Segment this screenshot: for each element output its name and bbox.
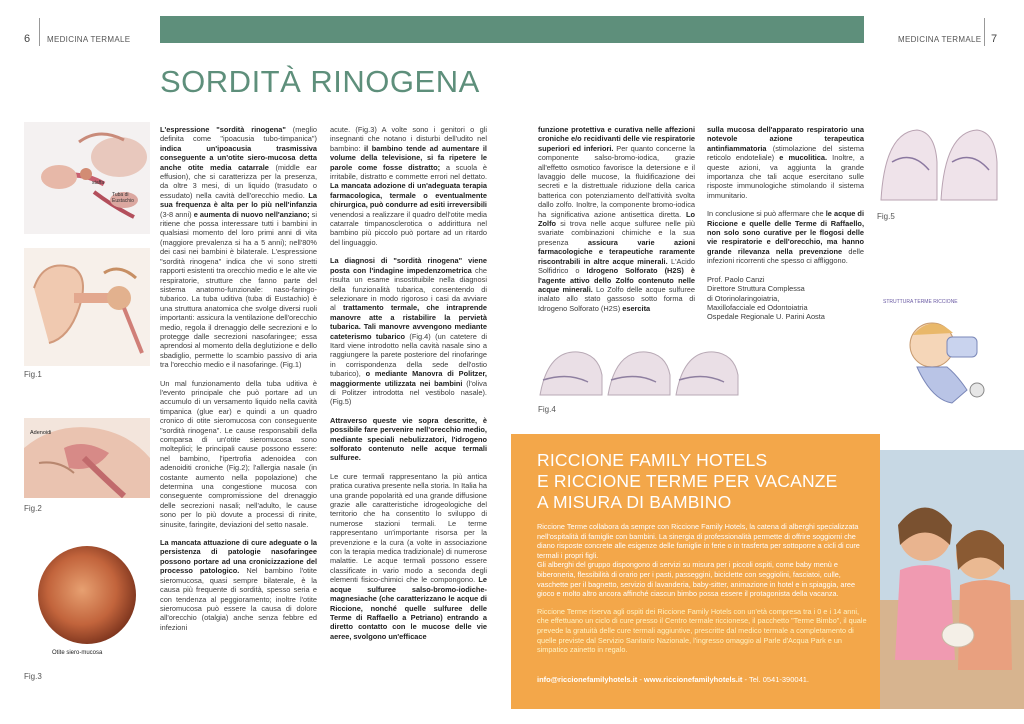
col1-p3-text: Nel bambino l'otite sieromucosa, quasi sempre bilaterale, è la causa più frequente di sordità, spesso seria e con tendenza al peggioramento; inoltre l'otite sieromucosa può essere la causa di dolore all'orecchio (otalgia) anche senza febbre ed infezioni <box>160 566 317 632</box>
promo-title-line-3: A MISURA DI BAMBINO <box>537 492 732 512</box>
figure-2-adenoids <box>24 418 150 498</box>
left-section-label: MEDICINA TERMALE <box>47 35 131 44</box>
figure-3-otoscopy <box>24 540 150 666</box>
col1-paragraph-3 <box>160 538 317 632</box>
col2-paragraph-3 <box>330 416 487 463</box>
col3-p1-text-d: Lo Zolfo delle acque sulfuree inalato allo stato gassoso sotto forma di Idrogeno Solforato (H2S) <box>538 284 695 313</box>
col1-p1-bold2: indica un'ipoacusia trasmissiva conseguente a un'otite siero-mucosa detta anche otite media catarrale <box>160 143 317 172</box>
text-column-2 <box>330 125 487 710</box>
figure-2-caption: Fig.2 <box>24 504 42 513</box>
promo-contact-line <box>537 675 877 684</box>
text-column-4 <box>707 125 864 335</box>
col3-p1-bold4: Idrogeno Solforato (H2S) è l'agente attivo dello Zolfo contenuto nelle acque minerali. <box>538 266 695 294</box>
promo-contact-separator: - <box>637 675 644 684</box>
header-divider-left <box>39 18 40 46</box>
label-struttura-terme: STRUTTURA TERME RICCIONE <box>883 299 958 305</box>
header-divider-right <box>984 18 985 46</box>
author-department-2: Maxillofacciale ed Odontoiatria <box>707 302 808 312</box>
col4-paragraph-1 <box>707 125 864 200</box>
col1-p1-bold4: e aumenta di nuovo nell'anziano; <box>193 209 310 219</box>
col2-p1-text: acute. (Fig.3) A volte sono i genitori o gli insegnanti che notano i disturbi dell'udito nel bambino: <box>330 125 487 153</box>
col1-p1-text-c: (3-8 anni) <box>160 209 194 219</box>
col2-p2-text-c: (l'oliva di Politzer introdotta nel vestibolo nasale). (Fig.5) <box>330 378 487 407</box>
figure-4-caption: Fig.4 <box>538 405 556 414</box>
col4-p1-bold2: e mucolitica. <box>779 153 828 163</box>
promo-paragraph-2: Gli alberghi del gruppo dispongono di servizi su misura per i piccoli ospiti, come baby menù e biberoneria, flessibilità di orario per i pasti, passeggini, biciclette con seggiolini, fasciatoi, culle, vaschette per il bagnetto, servizio di lavanderia, baby-sitter, animazione in hotel e in spiaggia, aree gioco e molto altro ancora affinché ciascun bimbo possa essere il protagonista della vacanza. <box>537 560 856 599</box>
promo-title <box>537 450 867 513</box>
col4-p1-text: (stimolazione del sistema reticolo endoteliale) <box>707 143 864 163</box>
figure-1-caption: Fig.1 <box>24 370 42 379</box>
col4-paragraph-2 <box>707 209 864 265</box>
col3-p1-text-b: si trova nelle acque sulfuree nelle più svariate combinazioni chimiche e la sua presenza <box>538 219 695 247</box>
col1-p1-text-d: si ritiene che possa interessare tutti i bambini in qualsiasi momento del loro primi anni di vita (maggiore prevalenza si ha a 5 anni); nell'80% dei casi nei bambini è bilaterale. L'espressione "sordità rinogena" indica che vi sono stretti rapporti esistenti tra orecchio medio e le alte vie respiratorie, strutture che fanno parte del sistema anatomo-funzionale: naso-faringo-tubarico. La tuba uditiva (tuba di Eustachio) è una struttura anatomica che svolge diversi ruoli importanti: assicura la ventilazione dell'orecchio medio, regola il drenaggio delle secrezioni e lo protegge dalle secrezioni nasofaringee; essa aprendosi al momento della deglutizione e dello sbadiglio, permette lo scambio passivo di aria tra l'orecchio medio e il nasofaringe. (Fig.1) <box>160 209 317 370</box>
col2-p1-bold: il bambino tende ad aumentare il volume della televisione, si fa ripetere le parole come fosse distratto; <box>330 143 487 172</box>
author-signature <box>707 275 864 322</box>
col1-p3-bold: La mancata attuazione di cure adeguate o la persistenza di patologie nasofaringee possono portare ad una cronicizzazione del processo patologico. <box>160 538 317 576</box>
col3-p1-text-c: L'Acido Solfidrico o <box>538 256 695 276</box>
col2-paragraph-2 <box>330 256 487 407</box>
ear-detail-illustration <box>24 248 150 366</box>
figure-1b-ear-detail <box>24 248 150 366</box>
col4-p1-text-b: Inoltre, a queste azioni, va aggiunta la grande importanza che tali acque esercitano sulle risposte immunologiche stimolando il sistema immunitario. <box>707 153 864 200</box>
col2-paragraph-4 <box>330 472 487 641</box>
author-name: Prof. Paolo Canzi <box>707 274 765 284</box>
col1-p1-bold: L'espressione "sordità rinogena" <box>160 125 286 134</box>
col4-p2-bold: le acque di Riccione e quelle delle Terme di Raffaello, non solo sono curative per le flogosi delle vie respiratorie e dell'orecchio, ma hanno grande rilevanza nella prevenzione <box>707 209 864 256</box>
col1-paragraph-2: Un mal funzionamento della tuba uditiva è l'evento principale che può portare ad un accumulo di un versamento liquido nella cavità timpanica (glue ear) e quindi a un quadro cronico di otite sieromucosa con conseguente "sordità rinogena". Le cause responsabili della comparsa di un'otite sieromucosa sono molteplici; le principali cause possono essere: nel bambino, l'ipertrofia adenoidea con adenoiditi croniche (Fig.2); l'allergia nasale (in costante aumento nella popolazione) che determina una congestione mucosa con conseguente compromissione del drenaggio delle secrezioni nasali; nell'adulto, le cause sono per lo più dovute a processi di rinite, sinusite, faringite, deviazioni del setto nasale. <box>160 378 317 529</box>
col2-paragraph-1 <box>330 125 487 247</box>
promo-website-link[interactable]: www.riccionefamilyhotels.it <box>643 675 743 684</box>
promo-paragraph-1: Riccione Terme collabora da sempre con Riccione Family Hotels, la catena di alberghi specializzata nell'ospitalità di famiglie con bambini. La sinergia di professionalità permette di offrire soggiorni che diano risposte concrete alle esigenze delle famiglie in ferie o in trasferta per sottoporre a cicli di cure termali i propri figli. <box>537 522 860 560</box>
author-department: di Otorinolaringoiatria, <box>707 293 780 303</box>
col2-p2-text-b: (Fig.4) (un catetere di Itard viene introdotto nella cavità nasale sino a raggiungere la parete posteriore del rinofaringe in corrispondenza della sede dell'ostio tubarico), <box>330 331 487 379</box>
col2-p4-bold: Le acque sulfuree salso-bromo-iodiche-magnesiache (che caratterizzano le acque di Riccione, nonché quelle sulfuree delle Terme di Raffaello a Petriano) entrando a diretto contatto con le mucose delle vie aeree, svolgono un'efficace <box>330 575 487 641</box>
figure-1-ear-anatomy <box>24 122 150 234</box>
col3-p1-bold3: assicura varie azioni farmacologiche e terapeutiche raramente riscontrabili in altre acque minerali. <box>538 237 695 266</box>
promo-email-link[interactable]: info@riccionefamilyhotels.it <box>537 675 638 684</box>
promo-phone: - Tel. 0541-390041. <box>742 675 809 684</box>
figure-5-caption: Fig.5 <box>877 212 895 221</box>
promo-body <box>537 522 869 663</box>
col3-p1-bold: funzione protettiva e curativa nelle affezioni croniche e/o recidivanti delle vie respiratorie superiori ed inferiori. <box>538 125 695 153</box>
col2-p2-text: che risulta un esame insostituibile nella diagnosi della funzionalità tubarica, consentendo di selezionare in modo rigoroso i casi da avviare al <box>330 265 487 313</box>
promo-paragraph-3: Riccione Terme riserva agli ospiti dei Riccione Family Hotels con un'età compresa tra i 0 e i 14 anni, che effettuano un ciclo di cure presso il Centro termale riccionese, il pacchetto "Terme Bimbo", il quale prevede la gratuità delle cure termali aggiuntive, prescritte dal medico termale a completamento di quelle previste dal Servizio Sanitario Nazionale, l'ingresso omaggio al Parle d'Acqua Park e un simpatico zainetto in regalo. <box>537 606 867 655</box>
col3-paragraph-1 <box>538 125 695 313</box>
child-inhaler-cartoon <box>877 295 1000 413</box>
author-role: Direttore Struttura Complessa <box>707 284 805 294</box>
col1-p1-text-b: (middle ear effusion), che si caratterizza per la presenza, da oltre 3 mesi, di un liquido (trasudato o essudato) nella cavità dell'orecchio medio. <box>160 162 317 200</box>
col4-p1-bold: sulla mucosa dell'apparato respiratorio una notevole azione terapeutica antinfiammatoria <box>707 125 864 153</box>
col3-p1-bold2: Lo Zolfo <box>538 209 695 229</box>
catheterism-sequence-illustration <box>538 340 742 400</box>
header-accent-bar <box>160 16 864 43</box>
col4-p2-text: In conclusione si può affermare che <box>707 209 826 219</box>
label-adenoidi: Adenoidi <box>30 430 52 436</box>
label-tuba-eustachio: Tuba di Eustachio <box>112 192 134 204</box>
ear-anatomy-illustration <box>24 122 150 234</box>
label-otite-siero-mucosa: Otite siero-mucosa <box>52 650 103 656</box>
col3-p1-text: Per quanto concerne la componente salso-bromo-iodica, grazie all'effetto osmotico favorisce la detersione e il lavaggio delle mucose, la fluidificazione dei secreti e la distrettuale riduzione della carica batterica con potenziamento dell'attività svolta dallo zolfo. Inoltre, la componente bromo-iodica ha significativa azione antisettica diretta. <box>538 143 695 219</box>
col2-p1-bold2: La mancata adozione di un'adeguata terapia farmacologica, termale o eventualmente chirurgica, può condurre ad esiti irreversibili <box>330 181 487 210</box>
right-page-number: 7 <box>991 33 998 45</box>
author-hospital: Ospedale Regionale U. Parini Aosta <box>707 312 825 322</box>
promo-title-line-2: E RICCIONE TERME PER VACANZE <box>537 471 838 491</box>
figure-5b-inhaler-illustration <box>877 295 1000 413</box>
col1-paragraph-1 <box>160 125 317 370</box>
eardrum-image <box>38 546 136 644</box>
figure-5-politzer <box>877 122 1000 204</box>
col2-p2-bold2: trattamento termale, che intraprende manovre atte a ristabilire la pervietà tubarica. Tali manovre avvengono mediante cateterismo tubarico <box>330 303 487 341</box>
figure-4-catheterism <box>538 340 742 400</box>
right-section-label: MEDICINA TERMALE <box>898 35 982 44</box>
text-column-3 <box>538 125 695 335</box>
politzer-manoeuvre-illustration <box>877 122 1000 204</box>
col1-p1-text: (meglio definita come "ipoacusia tubo-timpanica") <box>160 125 317 144</box>
promo-box <box>511 434 880 709</box>
col2-p4-text: Le cure termali rappresentano la più antica pratica curativa presente nella storia. In Italia ha una grande popolarità ed una grande diffusione grazie alle caratteristiche idrogeologiche del territorio che ha consentito lo sviluppo di numerose stazioni termali. Le terme rappresentano un'importante risorsa per la prevenzione e la cura (a volte in associazione con la terapia medica tradizionale) di numerose malattie. Le acque termali possono essere classificate in vario modo a seconda degli elementi fisico-chimici che le compongono. <box>330 471 487 585</box>
col2-p1-text-b: a scuola è irritabile, distratto e commette errori nel dettato. <box>330 162 487 182</box>
col2-p2-bold3: o mediante Manovra di Politzer, maggiormente utilizzata nei bambini <box>330 369 487 388</box>
col3-p1-bold5: esercita <box>622 303 651 313</box>
col1-p1-bold3: La sua frequenza è alta per lo più nell'infanzia <box>160 190 317 210</box>
col4-p2-text-b: delle infezioni ricorrenti che spesso ci affliggono. <box>707 246 864 266</box>
article-title: SORDITÀ RINOGENA <box>160 64 480 99</box>
children-photo <box>880 450 1024 709</box>
text-column-1 <box>160 125 317 710</box>
left-page-number: 6 <box>24 33 31 45</box>
col2-p2-bold: La diagnosi di "sordità rinogena" viene posta con l'indagine impedenzometrica <box>330 256 487 275</box>
promo-title-line-1: RICCIONE FAMILY HOTELS <box>537 450 768 470</box>
col2-p1-text-c: venendosi a realizzare il quadro dell'otite media catarrale timpanosclerotica o addirittura nel bambino più piccolo può portare ad un ritardo del linguaggio. <box>330 209 487 247</box>
children-shell-illustration <box>880 450 1024 709</box>
label-staffa: staffa <box>92 180 105 186</box>
figure-3-caption: Fig.3 <box>24 672 42 681</box>
col2-p3-bold: Attraverso queste vie sopra descritte, è possibile fare pervenire nell'orecchio medio, mediante speciali nebulizzatori, l'idrogeno solforato contenuto nelle acque termali sulfuree. <box>330 415 487 463</box>
